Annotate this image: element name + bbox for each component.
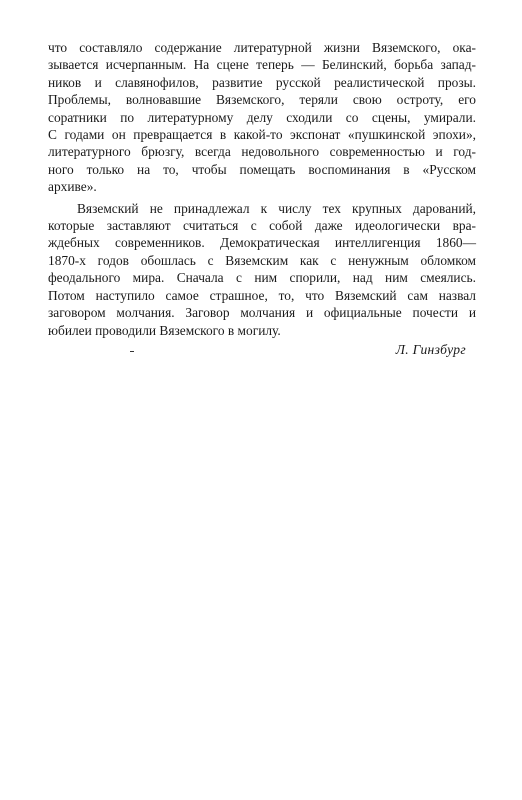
text-line: 1870-х годов обошлась с Вяземским как с ненужным обломком xyxy=(48,252,476,268)
text-line: ждебных современников. Демократическая интеллигенция 1860— xyxy=(48,235,476,251)
paragraph-2 xyxy=(48,200,476,339)
text-line: ников и славянофилов, развитие русской реалистической прозы. xyxy=(48,74,476,90)
signature-row xyxy=(48,341,476,361)
text-line: С годами он превращается в какой-то экспонат «пушкинской эпохи», xyxy=(48,127,476,143)
text-line: юбилеи проводили Вяземского в могилу. xyxy=(48,322,281,338)
text-line: что составляло содержание литературной жизни Вяземского, ока- xyxy=(48,40,476,55)
print-mark xyxy=(130,351,134,353)
text-line: зывается исчерпанным. На сцене теперь — Белинский, борьба запад- xyxy=(48,57,476,73)
text-line: ного только на то, чтобы помещать воспоминания в «Русском xyxy=(48,161,476,177)
text-line: архиве». xyxy=(48,179,97,195)
text-line: Проблемы, волновавшие Вяземского, теряли свою остроту, его xyxy=(48,92,476,108)
text-line: феодального мира. Сначала с ним спорили, над ним смеялись. xyxy=(48,270,476,286)
text-line: Потом наступило самое страшное, то, что Вяземский сам назвал xyxy=(48,287,476,303)
text-line: литературного брюзгу, всегда недовольного современностью и год- xyxy=(48,144,476,160)
paragraph-1 xyxy=(48,39,476,196)
author-signature: Л. Гинзбург xyxy=(395,341,466,357)
text-line: Вяземский не принадлежал к числу тех крупных дарований, xyxy=(77,200,476,216)
text-line: соратники по литературному делу сходили со сцены, умирали. xyxy=(48,109,476,125)
page-content xyxy=(48,39,476,361)
text-line: заговором молчания. Заговор молчания и официальные почести и xyxy=(48,305,476,321)
text-line: которые заставляют считаться с собой даже идеологически вра- xyxy=(48,218,476,234)
